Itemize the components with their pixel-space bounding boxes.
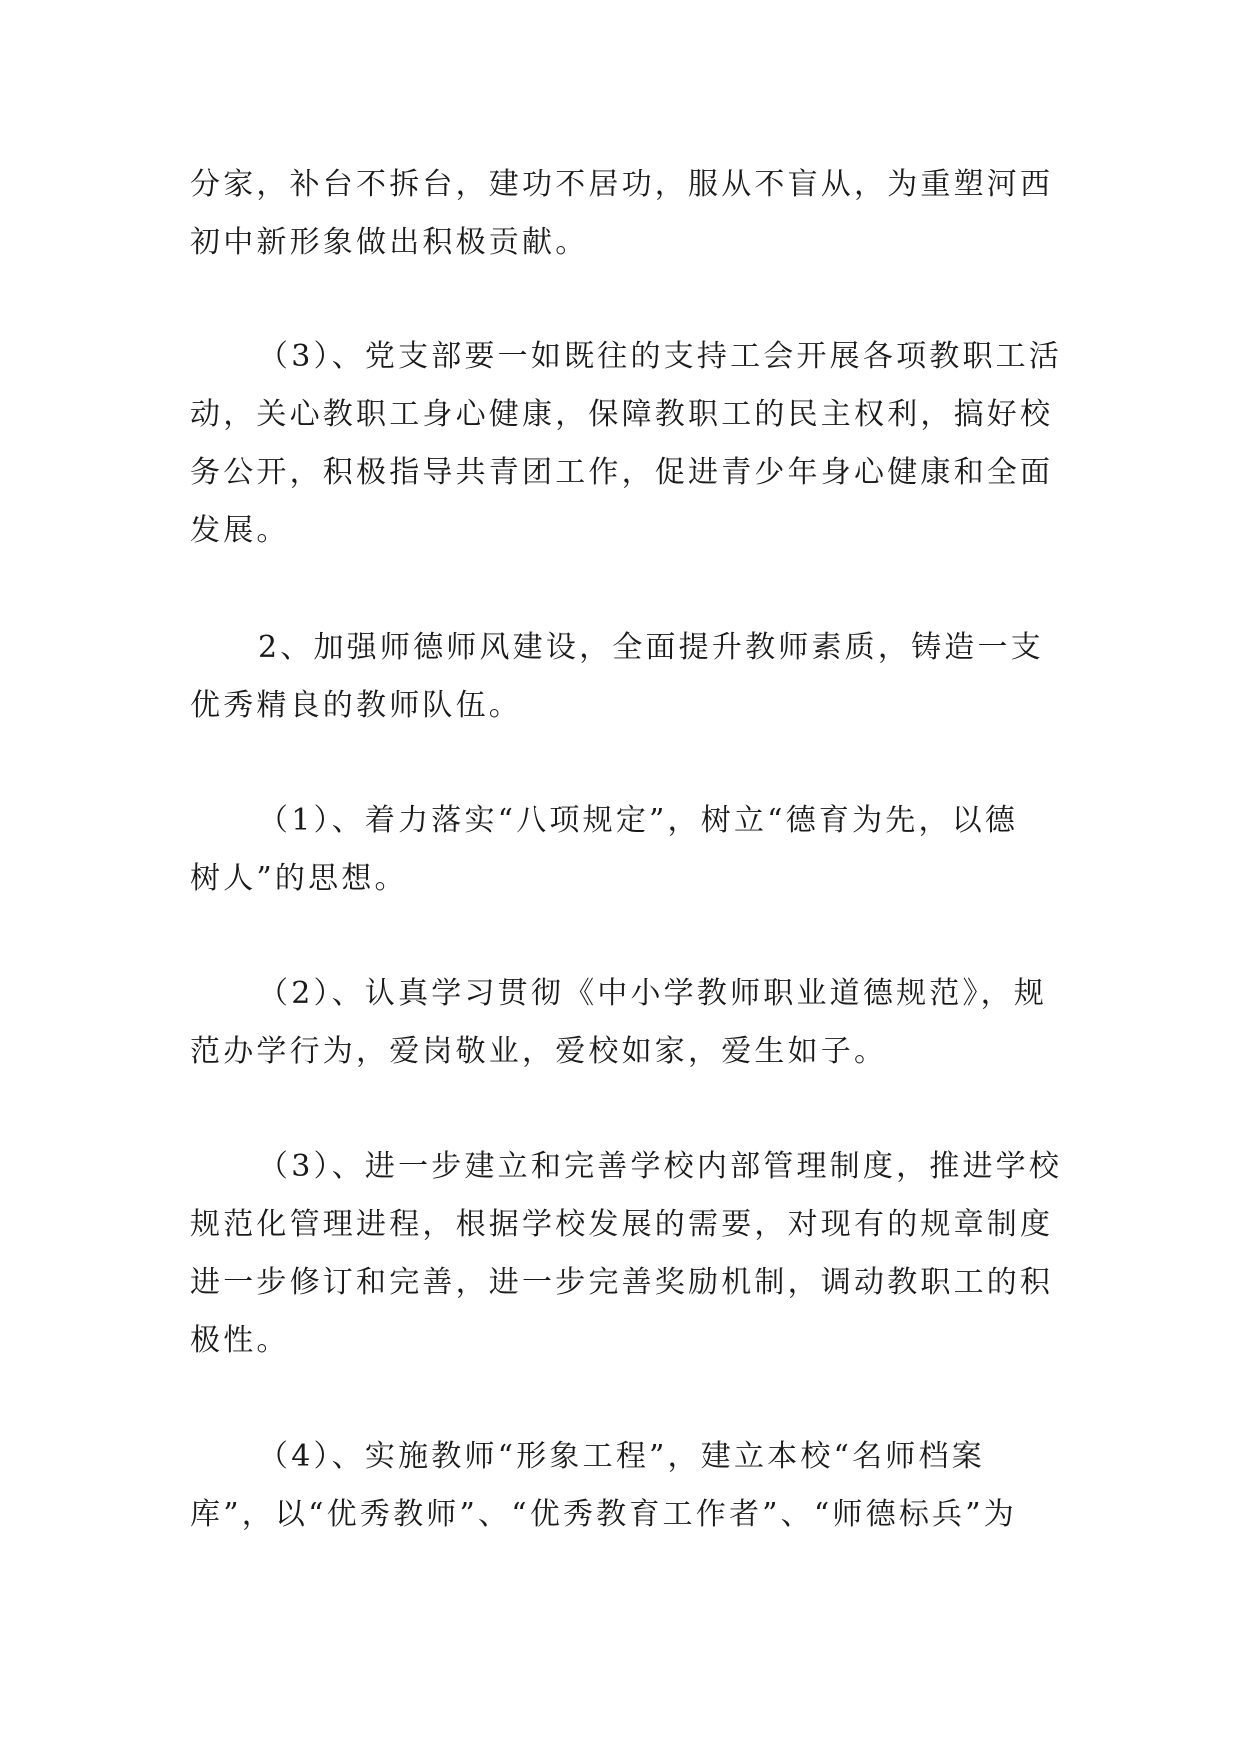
text-line: 初中新形象做出积极贡献。 — [190, 225, 589, 260]
text-line: （2）、认真学习贯彻《中小学教师职业道德规范》，规 — [258, 976, 1048, 1011]
paragraph-continuation — [190, 156, 1052, 272]
paragraph-management-system — [190, 1138, 1063, 1370]
paragraph-ethics-code — [190, 965, 1052, 1081]
text-line: 发展。 — [190, 513, 290, 548]
text-line: 库”，以“优秀教师”、“优秀教育工作者”、“师德标兵”为 — [190, 1497, 1017, 1532]
text-line: 极性。 — [190, 1323, 290, 1358]
text-line: 进一步修订和完善，进一步完善奖励机制，调动教职工的积 — [190, 1265, 1054, 1300]
text-line: （3）、进一步建立和完善学校内部管理制度，推进学校 — [258, 1149, 1063, 1184]
text-line: 树人”的思想。 — [190, 861, 408, 896]
paragraph-teacher-ethics — [190, 619, 1052, 735]
paragraph-union-support — [190, 328, 1063, 560]
text-line: 规范化管理进程，根据学校发展的需要，对现有的规章制度 — [190, 1207, 1054, 1242]
paragraph-image-project — [190, 1428, 1052, 1544]
text-line: （3）、党支部要一如既往的支持工会开展各项教职工活 — [258, 339, 1063, 374]
text-line: 动，关心教职工身心健康，保障教职工的民主权利，搞好校 — [190, 397, 1054, 432]
text-line: （1）、着力落实“八项规定”，树立“德育为先，以德 — [258, 803, 1019, 838]
text-line: 务公开，积极指导共青团工作，促进青少年身心健康和全面 — [190, 455, 1054, 490]
text-line: （4）、实施教师“形象工程”，建立本校“名师档案 — [258, 1439, 985, 1474]
text-line: 2、加强师德师风建设，全面提升教师素质，铸造一支 — [258, 630, 1044, 665]
text-line: 分家，补台不拆台，建功不居功，服从不盲从，为重塑河西 — [190, 167, 1054, 202]
paragraph-eight-rules — [190, 792, 1052, 908]
text-line: 优秀精良的教师队伍。 — [190, 688, 522, 723]
text-line: 范办学行为，爱岗敬业，爱校如家，爱生如子。 — [190, 1034, 888, 1069]
